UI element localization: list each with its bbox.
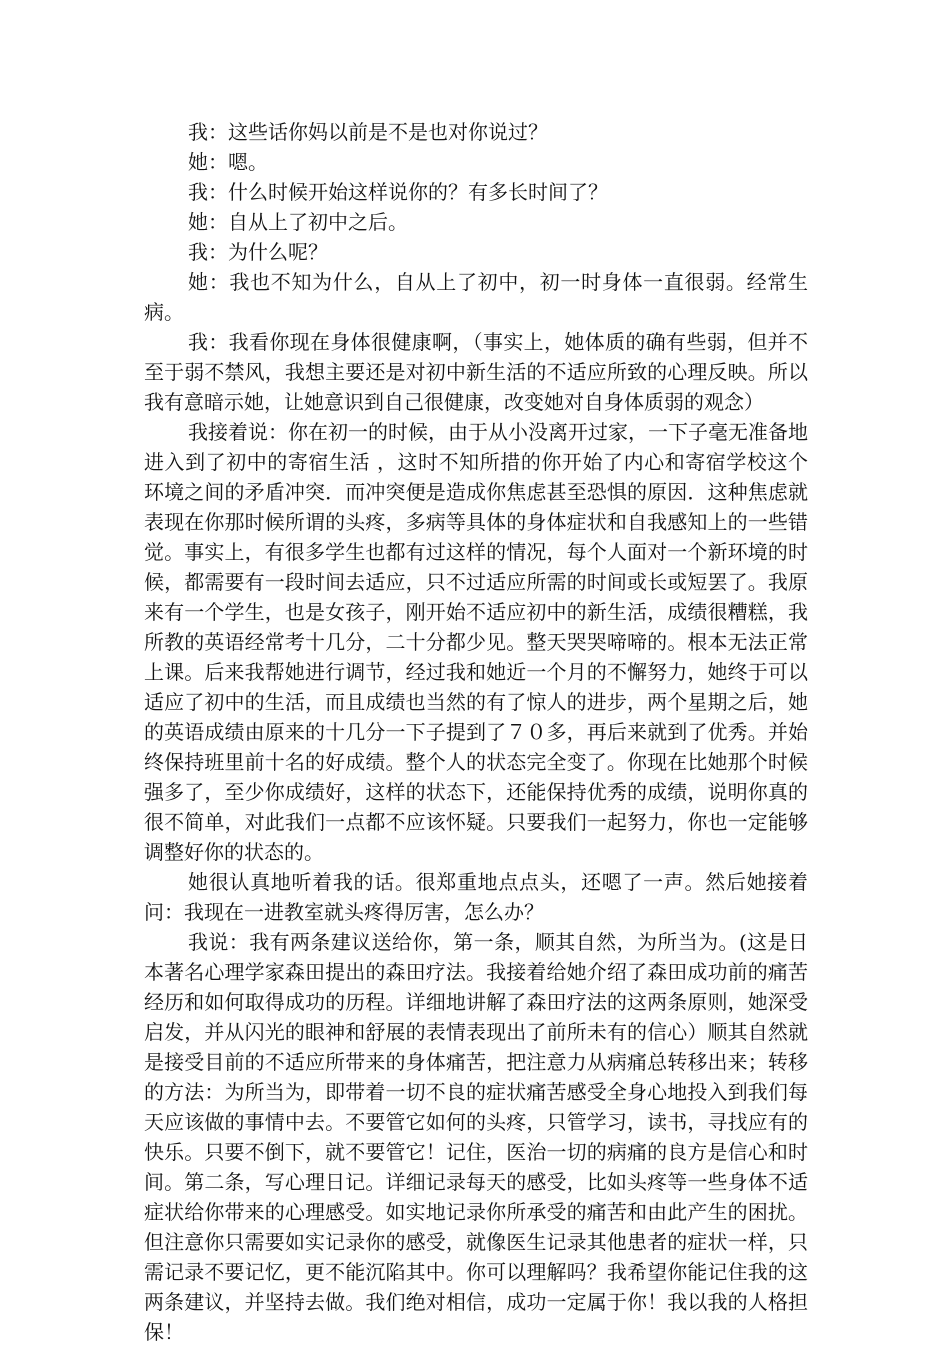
document-body	[144, 117, 808, 1347]
paragraph: 我：我看你现在身体很健康啊，（事实上，她体质的确有些弱，但并不至于弱不禁风，我想主要还是对初中新生活的不适应所致的心理反映。所以我有意暗示她，让她意识到自己很健康，改变她对自身体质弱的观念）	[144, 330, 808, 414]
paragraph: 她：自从上了初中之后。	[188, 210, 408, 234]
paragraph: 她很认真地听着我的话。很郑重地点点头，还嗯了一声。然后她接着问：我现在一进教室就头疼得厉害，怎么办？	[144, 870, 808, 924]
paragraph: 我说：我有两条建议送给你，第一条，顺其自然，为所当为。(这是日本著名心理学家森田提出的森田疗法。我接着给她介绍了森田成功前的痛苦经历和如何取得成功的历程。详细地讲解了森田疗法的这两条原则，她深受启发，并从闪光的眼神和舒展的表情表现出了前所未有的信心）顺其自然就是接受目前的不适应所带来的身体痛苦，把注意力从病痛总转移出来；转移的方法：为所当为，即带着一切不良的症状痛苦感受全身心地投入到我们每天应该做的事情中去。不要管它如何的头疼，只管学习，读书，寻找应有的快乐。只要不倒下，就不要管它！记住，医治一切的病痛的良方是信心和时间。第二条，写心理日记。详细记录每天的感受，比如头疼等一些身体不适症状给你带来的心理感受。如实地记录你所承受的痛苦和由此产生的困扰。但注意你只需要如实记录你的感受，就像医生记录其他患者的症状一样，只需记录不要记忆，更不能沉陷其中。你可以理解吗？我希望你能记住我的这两条建议，并坚持去做。我们绝对相信，成功一定属于你！我以我的人格担保！	[144, 930, 808, 1344]
paragraph: 她：嗯。	[188, 150, 268, 174]
paragraph: 我接着说：你在初一的时候，由于从小没离开过家，一下子毫无准备地进入到了初中的寄宿生活 ，这时不知所措的你开始了内心和寄宿学校这个环境之间的矛盾冲突．而冲突便是造成你焦虑甚至恐惧的原因．这种焦虑就表现在你那时候所谓的头疼，多病等具体的身体症状和自我感知上的一些错觉。事实上，有很多学生也都有过这样的情况，每个人面对一个新环境的时候，都需要有一段时间去适应，只不过适应所需的时间或长或短罢了。我原来有一个学生，也是女孩子，刚开始不适应初中的新生活，成绩很糟糕，我所教的英语经常考十几分，二十分都少见。整天哭哭啼啼的。根本无法正常上课。后来我帮她进行调节，经过我和她近一个月的不懈努力，她终于可以适应了初中的生活，而且成绩也当然的有了惊人的进步，两个星期之后，她的英语成绩由原来的十几分一下子提到了７０多，再后来就到了优秀。并始终保持班里前十名的好成绩。整个人的状态完全变了。你现在比她那个时候强多了，至少你成绩好，这样的状态下，还能保持优秀的成绩，说明你真的很不简单，对此我们一点都不应该怀疑。只要我们一起努力，你也一定能够调整好你的状态的。	[144, 420, 808, 864]
paragraph: 我：这些话你妈以前是不是也对你说过？	[188, 120, 548, 144]
paragraph: 我：什么时候开始这样说你的？有多长时间了？	[188, 180, 608, 204]
paragraph: 她：我也不知为什么，自从上了初中，初一时身体一直很弱。经常生病。	[144, 270, 808, 324]
paragraph: 我：为什么呢？	[188, 240, 328, 264]
